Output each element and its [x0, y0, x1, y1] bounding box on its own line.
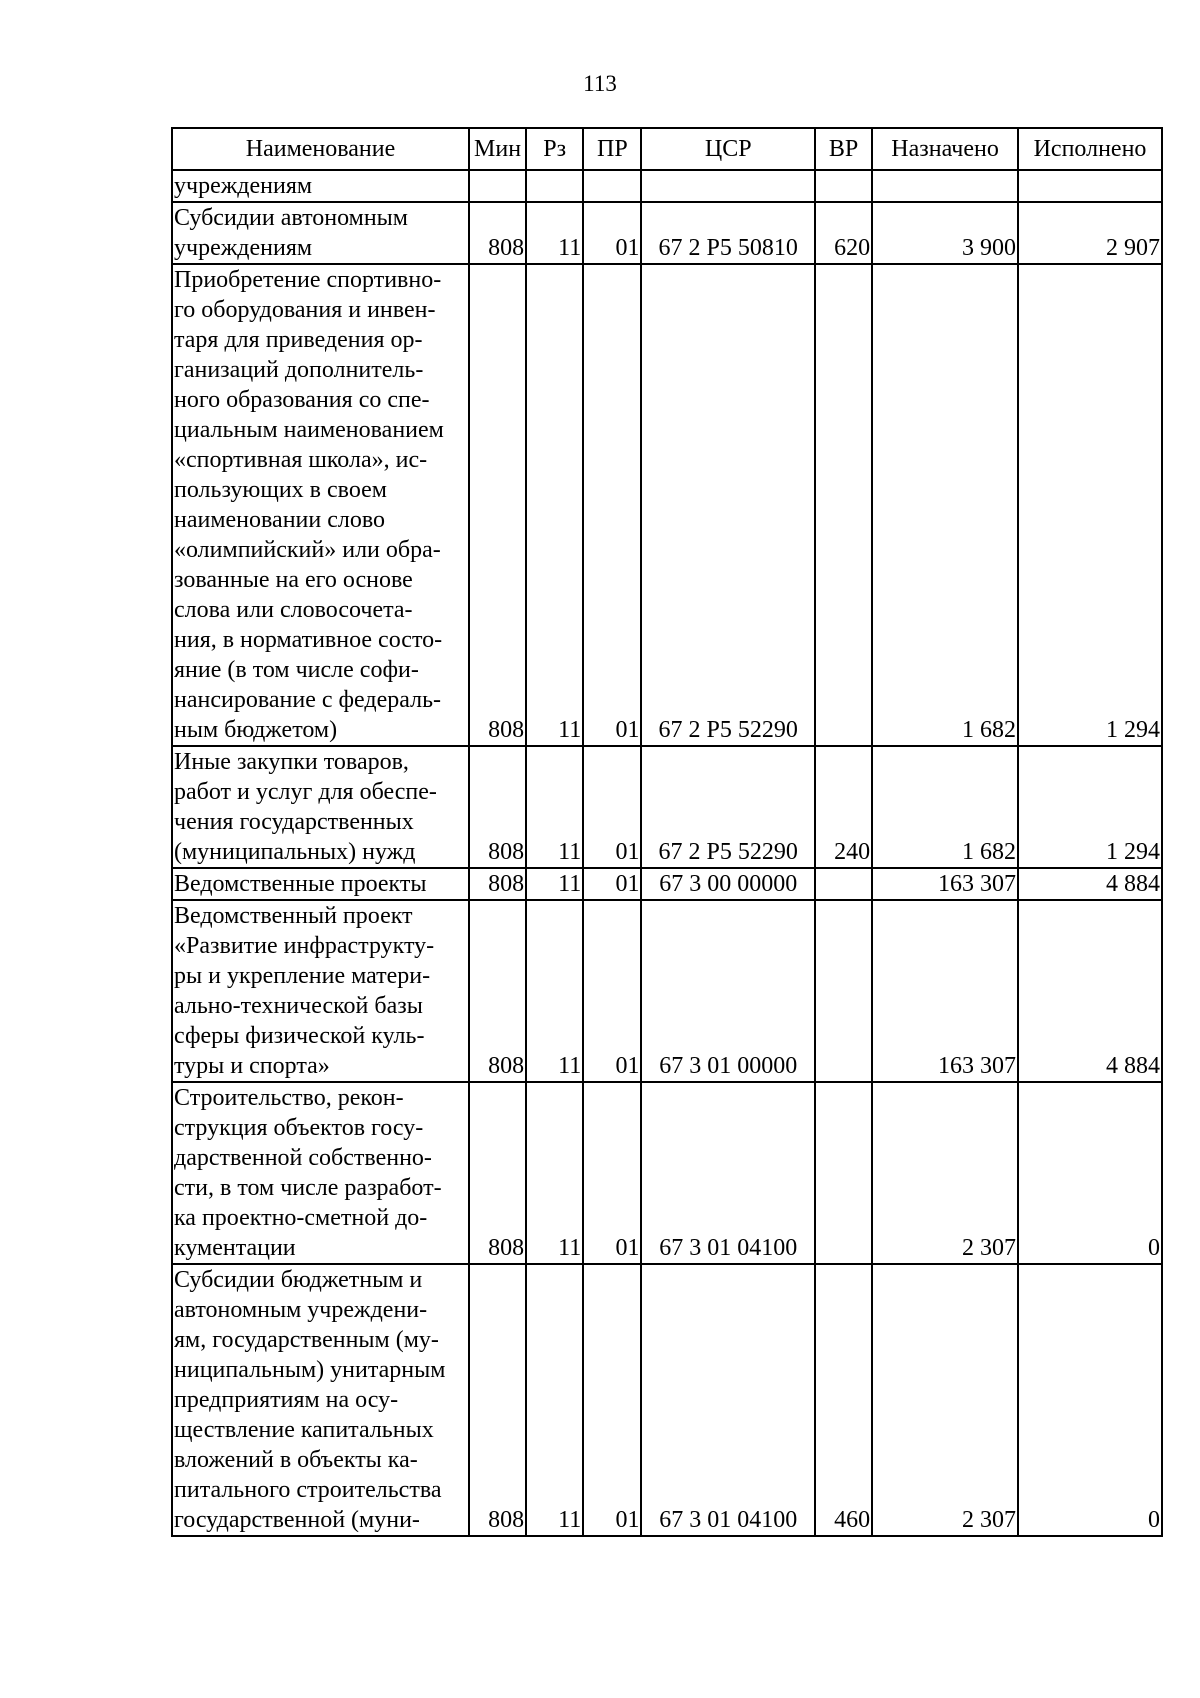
row-min: 808 [469, 1264, 526, 1536]
row-csr: 67 2 Р5 50810 [641, 202, 815, 264]
table-row [172, 264, 1162, 746]
row-vr: 240 [815, 746, 872, 868]
row-csr: 67 2 Р5 52290 [641, 746, 815, 868]
page-number: 113 [583, 71, 617, 96]
row-csr: 67 2 Р5 52290 [641, 264, 815, 746]
row-assigned: 2 307 [872, 1264, 1018, 1536]
row-executed: 1 294 [1018, 264, 1162, 746]
row-executed: 2 907 [1018, 202, 1162, 264]
row-assigned: 1 682 [872, 264, 1018, 746]
header-min: Мин [469, 128, 526, 170]
row-executed: 4 884 [1018, 900, 1162, 1082]
row-csr: 67 3 00 00000 [641, 868, 815, 900]
row-rz: 11 [526, 264, 583, 746]
header-vr: ВР [815, 128, 872, 170]
row-min: 808 [469, 746, 526, 868]
row-executed: 0 [1018, 1082, 1162, 1264]
row-assigned: 2 307 [872, 1082, 1018, 1264]
row-name: Ведомственные проекты [172, 868, 469, 900]
table-row [172, 1264, 1162, 1536]
row-pr: 01 [583, 264, 641, 746]
row-pr: 01 [583, 1082, 641, 1264]
row-pr: 01 [583, 202, 641, 264]
row-name: учреждениям [172, 170, 469, 202]
row-rz: 11 [526, 900, 583, 1082]
header-pr: ПР [583, 128, 641, 170]
row-pr: 01 [583, 746, 641, 868]
row-name: Приобретение спортивно- го оборудования и инвен- таря для приведения ор- ганизаций дополнитель- ного образования со спе- циальным наименованием «спортивная школа», ис- пользующих в своем наименовании слово «олимпийский» или обра- зованные на его основе слова или словосочета- ния, в нормативное состо- яние (в том числе софи- нансирование с федераль- ным бюджетом) [172, 264, 469, 746]
row-name: Субсидии бюджетным и автономным учреждени- ям, государственным (му- ниципальным) унитарным предприятиям на осу- ществление капитальных вложений в объекты ка- питального строительства государственной (муни- [172, 1264, 469, 1536]
row-pr: 01 [583, 900, 641, 1082]
row-rz: 11 [526, 1082, 583, 1264]
row-min: 808 [469, 264, 526, 746]
row-vr [815, 900, 872, 1082]
table-row [172, 746, 1162, 868]
row-csr: 67 3 01 04100 [641, 1082, 815, 1264]
row-csr: 67 3 01 04100 [641, 1264, 815, 1536]
row-pr: 01 [583, 1264, 641, 1536]
row-assigned: 1 682 [872, 746, 1018, 868]
row-name: Иные закупки товаров, работ и услуг для обеспе- чения государственных (муниципальных) нужд [172, 746, 469, 868]
row-executed: 0 [1018, 1264, 1162, 1536]
row-csr: 67 3 01 00000 [641, 900, 815, 1082]
row-rz: 11 [526, 1264, 583, 1536]
budget-table [171, 127, 1163, 1537]
row-name: Строительство, рекон- струкция объектов госу- дарственной собственно- сти, в том числе разработ- ка проектно-сметной до- кументации [172, 1082, 469, 1264]
table-header-row [172, 128, 1162, 170]
row-rz: 11 [526, 868, 583, 900]
row-assigned: 163 307 [872, 900, 1018, 1082]
row-rz [526, 170, 583, 202]
row-vr [815, 1082, 872, 1264]
row-min: 808 [469, 1082, 526, 1264]
row-vr: 460 [815, 1264, 872, 1536]
row-vr [815, 264, 872, 746]
row-rz: 11 [526, 202, 583, 264]
header-assigned: Назначено [872, 128, 1018, 170]
table-row [172, 202, 1162, 264]
row-vr [815, 868, 872, 900]
row-csr [641, 170, 815, 202]
row-name: Ведомственный проект «Развитие инфраструкту- ры и укрепление матери- ально-технической базы сферы физической куль- туры и спорта» [172, 900, 469, 1082]
row-min: 808 [469, 868, 526, 900]
row-min: 808 [469, 202, 526, 264]
row-executed: 1 294 [1018, 746, 1162, 868]
header-executed: Исполнено [1018, 128, 1162, 170]
row-vr: 620 [815, 202, 872, 264]
row-min [469, 170, 526, 202]
row-pr: 01 [583, 868, 641, 900]
row-executed [1018, 170, 1162, 202]
row-assigned: 163 307 [872, 868, 1018, 900]
header-csr: ЦСР [641, 128, 815, 170]
row-name: Субсидии автономным учреждениям [172, 202, 469, 264]
row-assigned: 3 900 [872, 202, 1018, 264]
table-row [172, 1082, 1162, 1264]
row-pr [583, 170, 641, 202]
row-executed: 4 884 [1018, 868, 1162, 900]
table-row [172, 900, 1162, 1082]
row-rz: 11 [526, 746, 583, 868]
row-min: 808 [469, 900, 526, 1082]
row-assigned [872, 170, 1018, 202]
table-row [172, 868, 1162, 900]
row-vr [815, 170, 872, 202]
header-rz: Рз [526, 128, 583, 170]
table-row [172, 170, 1162, 202]
header-name: Наименование [172, 128, 469, 170]
